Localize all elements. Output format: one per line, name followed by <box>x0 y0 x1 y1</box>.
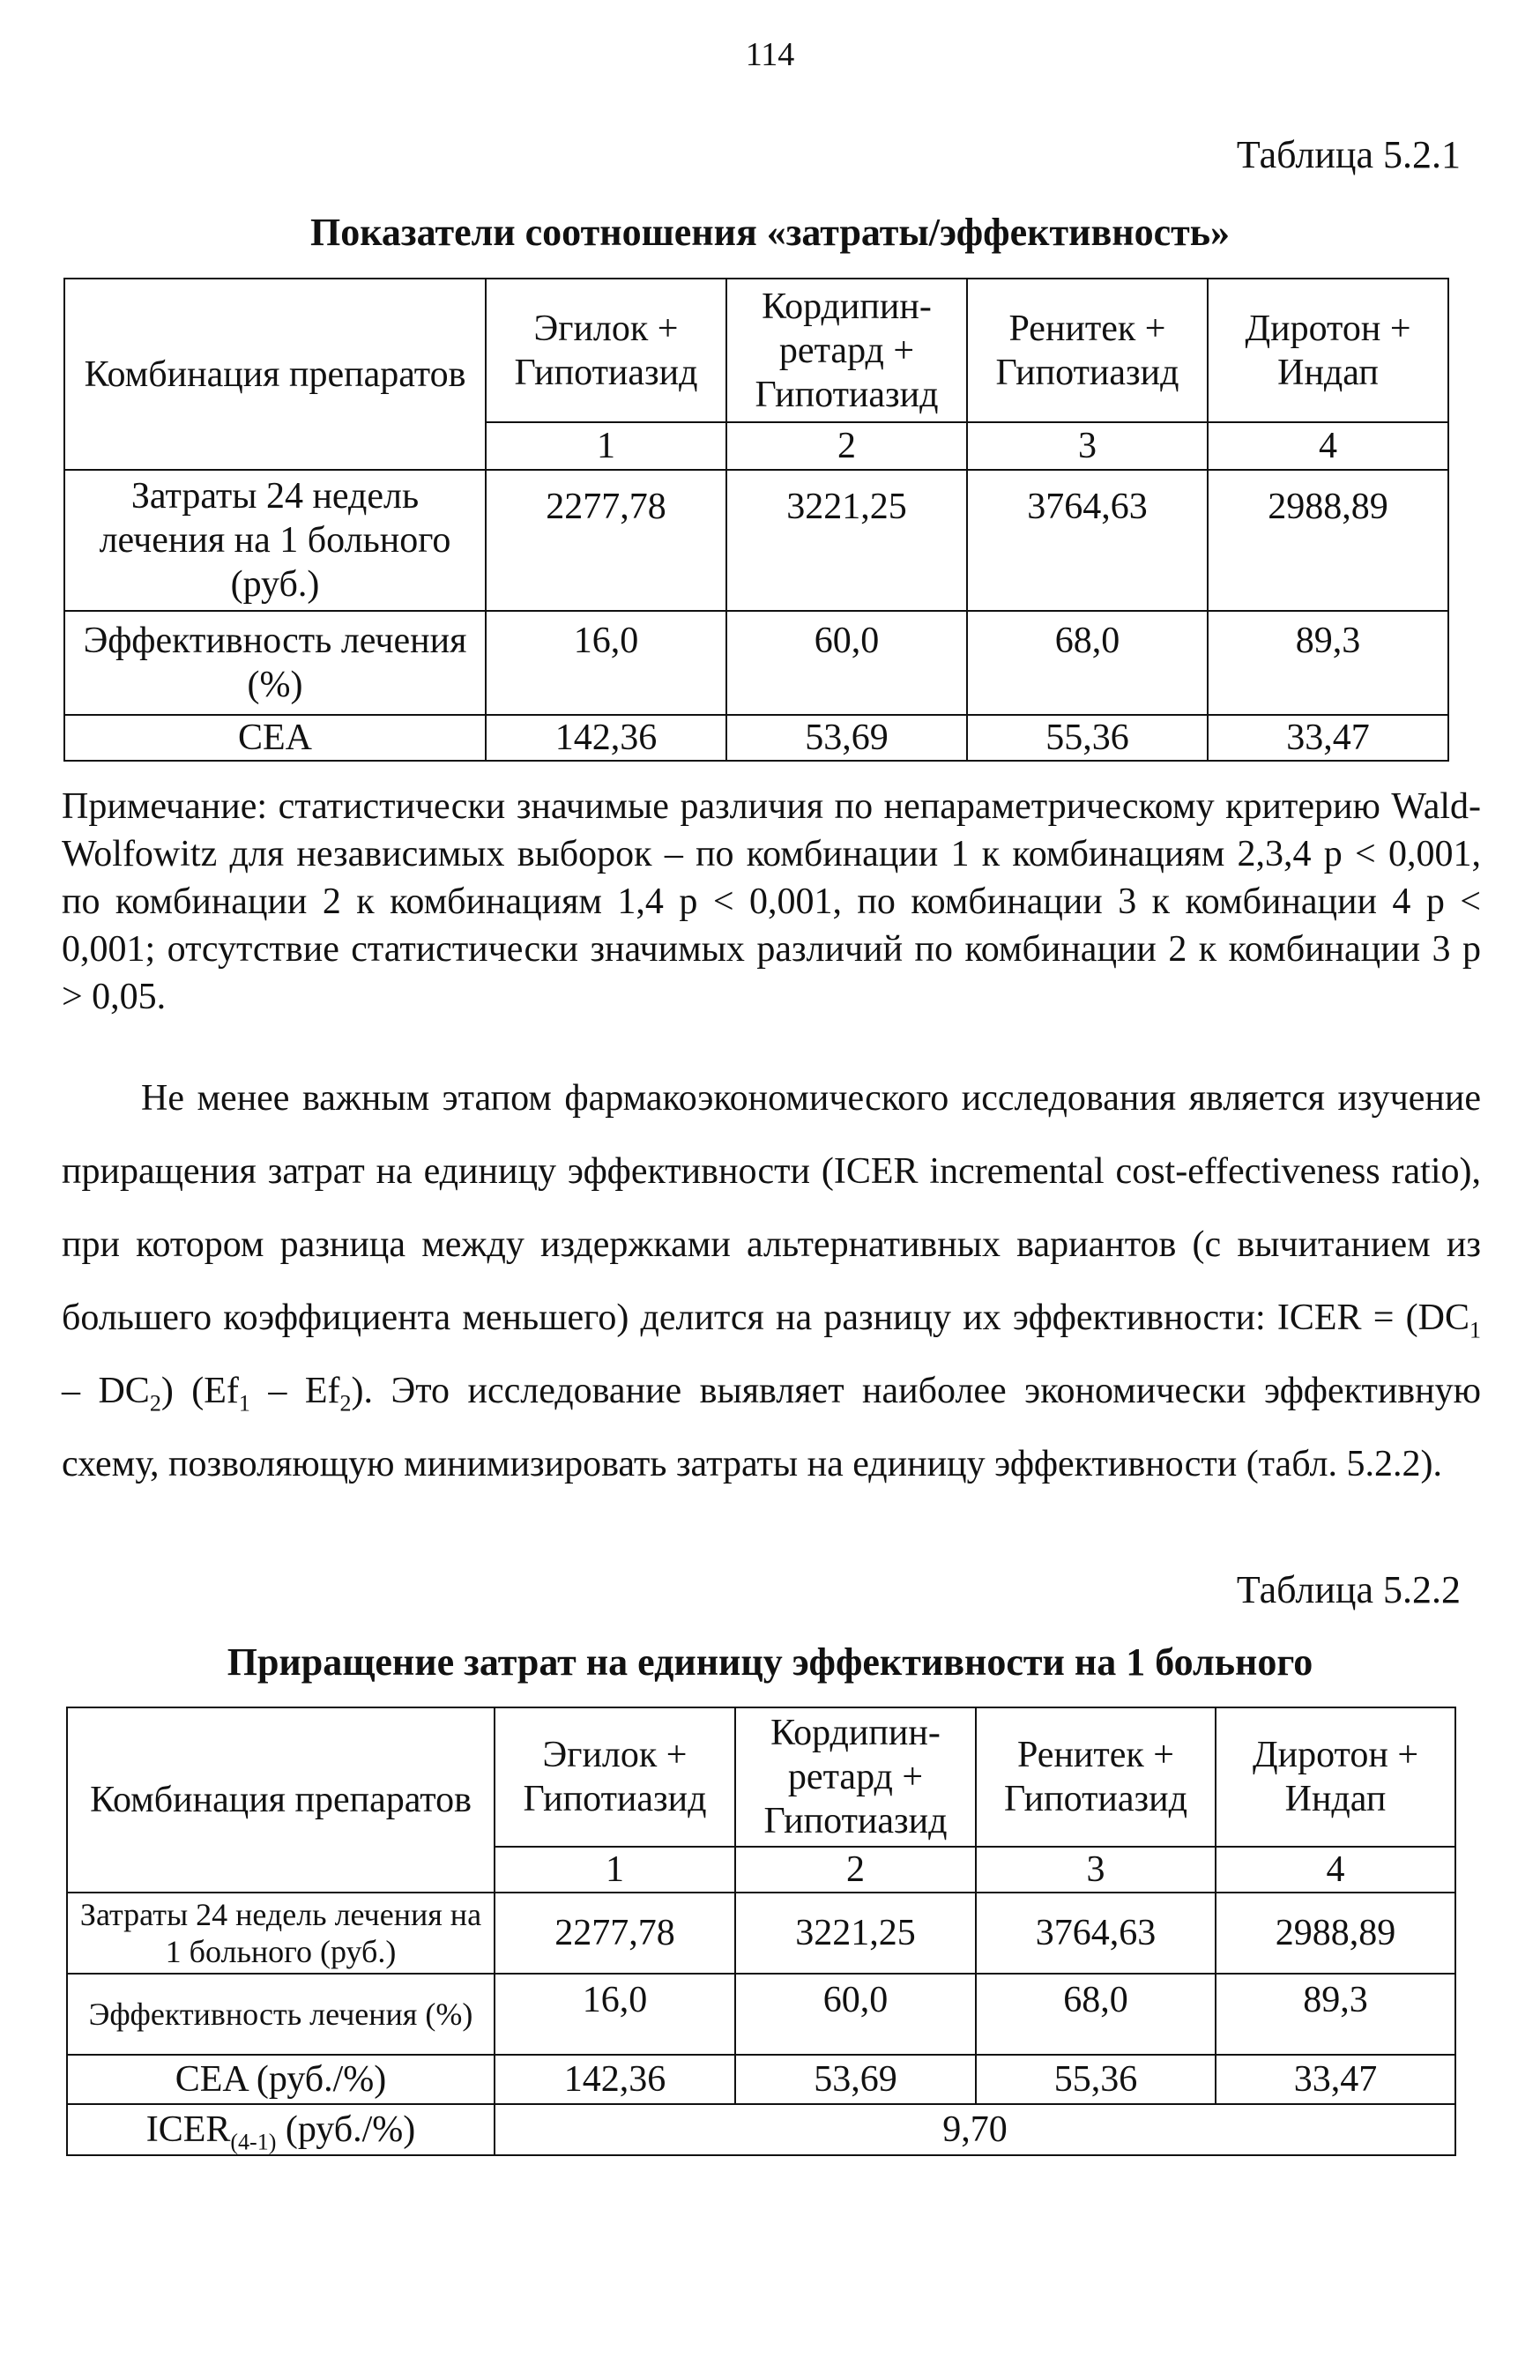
table-cell: 2988,89 <box>1216 1893 1455 1974</box>
table2-row-label: Затраты 24 недель лечения на 1 больного (руб.) <box>67 1893 495 1974</box>
table-cell: 3764,63 <box>976 1893 1216 1974</box>
table-cell: 60,0 <box>726 611 967 715</box>
table2-num-3: 3 <box>976 1847 1216 1893</box>
table-cell: 2277,78 <box>486 470 726 611</box>
table1-header-col3: Ренитек + Гипотиазид <box>967 279 1208 422</box>
table1-header-col4: Диротон + Индап <box>1208 279 1448 422</box>
table-row <box>67 2104 1455 2155</box>
table1-num-4: 4 <box>1208 422 1448 470</box>
table2-header-col1: Эгилок + Гипотиазид <box>495 1707 735 1847</box>
table-cell: 16,0 <box>495 1974 735 2055</box>
table1-caption: Таблица 5.2.1 <box>1236 133 1461 176</box>
table2-icer-value: 9,70 <box>495 2104 1455 2155</box>
table2-header-col3: Ренитек + Гипотиазид <box>976 1707 1216 1847</box>
table1-header-combination: Комбинация препаратов <box>64 279 486 470</box>
table1-header-col1: Эгилок + Гипотиазид <box>486 279 726 422</box>
table-row <box>64 715 1448 761</box>
table-cell: 68,0 <box>967 611 1208 715</box>
table2-caption: Таблица 5.2.2 <box>1236 1568 1461 1611</box>
table-row <box>64 470 1448 611</box>
table-cell: 2988,89 <box>1208 470 1448 611</box>
table2-row-label: CEA (руб./%) <box>67 2055 495 2104</box>
table1-num-1: 1 <box>486 422 726 470</box>
table1-num-3: 3 <box>967 422 1208 470</box>
table-cell: 33,47 <box>1216 2055 1455 2104</box>
table2-icer-label: $ICER_{(4-1)}$ (руб./%) <box>67 2104 495 2155</box>
table1-row-label: CEA <box>64 715 486 761</box>
table-cell: 3221,25 <box>726 470 967 611</box>
table-cell: 142,36 <box>495 2055 735 2104</box>
page-number: 114 <box>745 36 795 73</box>
table-row <box>67 1974 1455 2055</box>
table1-title: Показатели соотношения «затраты/эффективность» <box>310 211 1230 254</box>
table-cell: 16,0 <box>486 611 726 715</box>
table2-header-combination: Комбинация препаратов <box>67 1707 495 1893</box>
table2-num-4: 4 <box>1216 1847 1455 1893</box>
table-cell: 89,3 <box>1208 611 1448 715</box>
table-cell: 68,0 <box>976 1974 1216 2055</box>
table1-row-label: Эффективность лечения (%) <box>64 611 486 715</box>
table-cell: 53,69 <box>726 715 967 761</box>
table-row <box>67 1893 1455 1974</box>
table-cell: 89,3 <box>1216 1974 1455 2055</box>
table-cell: 55,36 <box>967 715 1208 761</box>
table2-header-col4: Диротон + Индап <box>1216 1707 1455 1847</box>
table-cell: 3221,25 <box>735 1893 976 1974</box>
table2 <box>66 1707 1456 2156</box>
body-paragraph: Не менее важным этапом фармакоэкономического исследования является изучение приращения затрат на единицу эффективности (ICER incremental cost-effectiveness ratio), при котором разница между издержками альтернативных вариантов (с вычитанием из большего коэффициента меньшего) делится на разницу их эффективности: ICER = $(DC_1 - DC_2)$ $(Ef_1 - Ef_2)$. Это исследование выявляет наиболее экономически эффективную схему, позволяющую минимизировать затраты на единицу эффективности (табл. 5.2.2). <box>62 1078 1481 1484</box>
table-row <box>67 2055 1455 2104</box>
table-cell: 60,0 <box>735 1974 976 2055</box>
table-cell: 3764,63 <box>967 470 1208 611</box>
table1 <box>63 278 1449 762</box>
table-cell: 53,69 <box>735 2055 976 2104</box>
table-row <box>64 611 1448 715</box>
table-cell: 142,36 <box>486 715 726 761</box>
table1-note: Примечание: статистически значимые различия по непараметрическому критерию Wald-Wolfowitz для независимых выборок – по комбинации 1 к комбинациям 2,3,4 p < 0,001, по комбинации 2 к комбинациям 1,4 p < 0,001, по комбинации 3 к комбинации 4 p < 0,001; отсутствие статистически значимых различий по комбинации 2 к комбинации 3 p > 0,05. <box>62 786 1481 1017</box>
table2-title: Приращение затрат на единицу эффективности на 1 больного <box>227 1640 1313 1684</box>
table2-num-2: 2 <box>735 1847 976 1893</box>
table-cell: 2277,78 <box>495 1893 735 1974</box>
table1-header-col2: Кордипин-ретард + Гипотиазид <box>726 279 967 422</box>
table2-row-label: Эффективность лечения (%) <box>67 1974 495 2055</box>
table2-header-col2: Кордипин-ретард + Гипотиазид <box>735 1707 976 1847</box>
table1-num-2: 2 <box>726 422 967 470</box>
table-cell: 33,47 <box>1208 715 1448 761</box>
table1-row-label: Затраты 24 недель лечения на 1 больного (руб.) <box>64 470 486 611</box>
table2-num-1: 1 <box>495 1847 735 1893</box>
table-cell: 55,36 <box>976 2055 1216 2104</box>
